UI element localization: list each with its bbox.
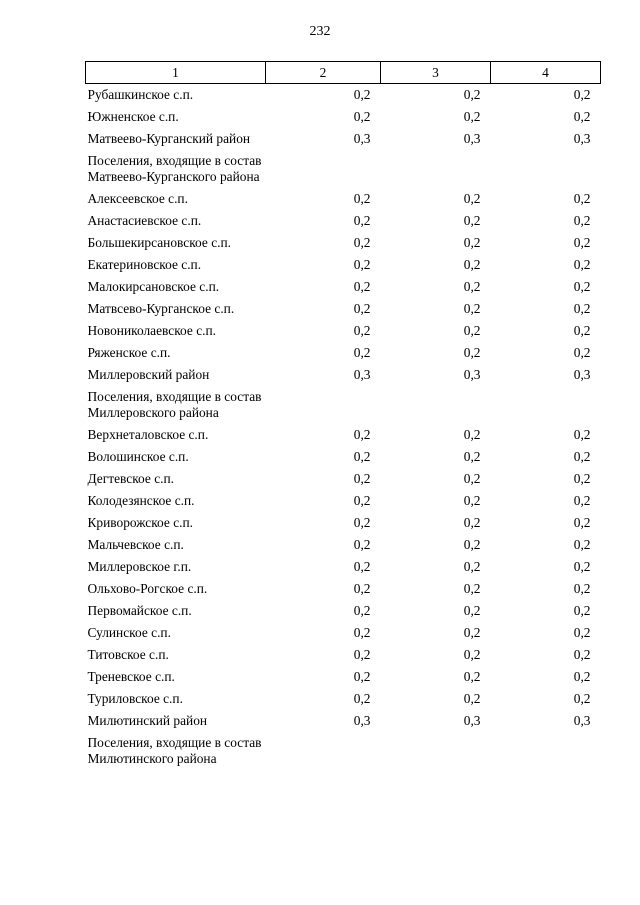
row-value-cell-3: 0,2	[463, 559, 481, 574]
row-value-cell-2	[266, 150, 381, 188]
row-value-cell-4: 0,2	[573, 471, 591, 486]
row-value-cell-3: 0,2	[463, 345, 481, 360]
row-value-cell-4: 0,2	[573, 537, 591, 552]
table-row	[86, 732, 601, 770]
header-cell-4: 4	[491, 62, 601, 84]
row-value-cell-2	[266, 732, 381, 770]
row-value-cell-4: 0,3	[573, 713, 591, 728]
table-row	[86, 386, 601, 424]
row-value-cell-2	[266, 386, 381, 424]
row-value-cell-4: 0,2	[573, 301, 591, 316]
row-value-cell-3: 0,2	[463, 691, 481, 706]
row-value-cell-4: 0,2	[573, 191, 591, 206]
row-value-cell-3: 0,2	[463, 669, 481, 684]
header-cell-3: 3	[381, 62, 491, 84]
row-value-cell-2: 0,2	[353, 493, 371, 508]
row-value-cell-3: 0,2	[463, 109, 481, 124]
table-row	[86, 106, 601, 128]
row-value-cell-2: 0,2	[353, 537, 371, 552]
row-value-cell-2: 0,2	[353, 471, 371, 486]
row-value-cell-4: 0,2	[573, 235, 591, 250]
row-value-cell-2: 0,2	[353, 87, 371, 102]
table-row	[86, 644, 601, 666]
table-row	[86, 150, 601, 188]
row-value-cell-2: 0,2	[353, 427, 371, 442]
row-value-cell-2: 0,2	[353, 323, 371, 338]
row-name-cell: Дегтевское с.п.	[87, 471, 174, 486]
row-value-cell-3: 0,2	[463, 515, 481, 530]
row-value-cell-3: 0,2	[463, 493, 481, 508]
row-value-cell-4: 0,2	[573, 603, 591, 618]
table-row	[86, 320, 601, 342]
table-row	[86, 534, 601, 556]
row-value-cell-4	[491, 150, 601, 188]
row-value-cell-4: 0,2	[573, 109, 591, 124]
table-row	[86, 556, 601, 578]
row-name-cell: Верхнеталовское с.п.	[87, 427, 209, 442]
table-row	[86, 424, 601, 446]
row-value-cell-4: 0,2	[573, 625, 591, 640]
row-value-cell-2: 0,2	[353, 581, 371, 596]
row-name-cell: Малокирсановское с.п.	[87, 279, 220, 294]
row-name-cell: Алексеевское с.п.	[87, 191, 188, 206]
row-value-cell-3	[381, 732, 491, 770]
row-value-cell-3: 0,2	[463, 471, 481, 486]
row-value-cell-3: 0,2	[463, 625, 481, 640]
row-value-cell-3	[381, 386, 491, 424]
row-name-cell: Поселения, входящие в состав Миллеровского района	[87, 389, 262, 420]
row-name-cell: Большекирсановское с.п.	[87, 235, 231, 250]
row-name-cell: Треневское с.п.	[87, 669, 175, 684]
row-name-cell: Новониколаевское с.п.	[87, 323, 217, 338]
row-value-cell-2: 0,2	[353, 279, 371, 294]
row-value-cell-4: 0,2	[573, 279, 591, 294]
row-name-cell: Колодезянское с.п.	[87, 493, 195, 508]
row-value-cell-3: 0,2	[463, 191, 481, 206]
row-value-cell-3	[381, 150, 491, 188]
row-value-cell-3: 0,3	[463, 713, 481, 728]
row-value-cell-3: 0,2	[463, 537, 481, 552]
row-value-cell-2: 0,2	[353, 235, 371, 250]
row-name-cell: Ряженское с.п.	[87, 345, 171, 360]
row-value-cell-3: 0,2	[463, 647, 481, 662]
table-row	[86, 276, 601, 298]
row-value-cell-3: 0,3	[463, 367, 481, 382]
row-value-cell-4: 0,2	[573, 559, 591, 574]
row-value-cell-2: 0,2	[353, 109, 371, 124]
row-value-cell-4: 0,2	[573, 323, 591, 338]
table-row	[86, 342, 601, 364]
row-name-cell: Рубашкинское с.п.	[87, 87, 194, 102]
row-value-cell-3: 0,2	[463, 603, 481, 618]
row-value-cell-2: 0,2	[353, 559, 371, 574]
table-row	[86, 512, 601, 534]
table-row	[86, 490, 601, 512]
row-value-cell-2: 0,2	[353, 301, 371, 316]
row-value-cell-4: 0,2	[573, 257, 591, 272]
row-value-cell-4: 0,2	[573, 345, 591, 360]
table-row	[86, 446, 601, 468]
row-value-cell-2: 0,2	[353, 191, 371, 206]
row-value-cell-2: 0,2	[353, 691, 371, 706]
data-table	[85, 61, 601, 770]
row-name-cell: Матвсево-Курганское с.п.	[87, 301, 235, 316]
row-value-cell-4: 0,2	[573, 87, 591, 102]
row-value-cell-4: 0,2	[573, 691, 591, 706]
row-value-cell-4: 0,2	[573, 515, 591, 530]
row-value-cell-2: 0,3	[353, 713, 371, 728]
table-row	[86, 298, 601, 320]
row-value-cell-2: 0,2	[353, 647, 371, 662]
row-value-cell-2: 0,2	[353, 625, 371, 640]
row-value-cell-3: 0,2	[463, 301, 481, 316]
row-value-cell-2: 0,2	[353, 257, 371, 272]
row-name-cell: Милютинский район	[87, 713, 208, 728]
table-body	[86, 84, 601, 771]
row-value-cell-3: 0,3	[463, 131, 481, 146]
row-value-cell-4: 0,2	[573, 427, 591, 442]
row-name-cell: Первомайское с.п.	[87, 603, 192, 618]
row-name-cell: Миллеровский район	[87, 367, 210, 382]
table-row	[86, 188, 601, 210]
row-name-cell: Южненское с.п.	[87, 109, 179, 124]
table-row	[86, 622, 601, 644]
row-name-cell: Криворожское с.п.	[87, 515, 194, 530]
header-row	[86, 62, 601, 84]
row-value-cell-3: 0,2	[463, 323, 481, 338]
row-name-cell: Анастасиевское с.п.	[87, 213, 202, 228]
row-value-cell-4: 0,3	[573, 367, 591, 382]
table-row	[86, 210, 601, 232]
table-row	[86, 710, 601, 732]
row-value-cell-4	[491, 386, 601, 424]
table-row	[86, 600, 601, 622]
row-value-cell-4: 0,2	[573, 669, 591, 684]
row-name-cell: Поселения, входящие в состав Матвеево-Курганского района	[87, 153, 262, 184]
row-value-cell-3: 0,2	[463, 427, 481, 442]
row-name-cell: Матвеево-Курганский район	[87, 131, 251, 146]
row-value-cell-2: 0,2	[353, 345, 371, 360]
table-row	[86, 254, 601, 276]
table-row	[86, 232, 601, 254]
table-row	[86, 128, 601, 150]
row-value-cell-2: 0,2	[353, 603, 371, 618]
row-value-cell-2: 0,3	[353, 131, 371, 146]
row-value-cell-3: 0,2	[463, 235, 481, 250]
row-value-cell-4: 0,2	[573, 493, 591, 508]
row-value-cell-2: 0,2	[353, 515, 371, 530]
row-value-cell-2: 0,2	[353, 449, 371, 464]
row-name-cell: Титовское с.п.	[87, 647, 169, 662]
row-name-cell: Мальчевское с.п.	[87, 537, 184, 552]
table-row	[86, 666, 601, 688]
row-name-cell: Екатериновское с.п.	[87, 257, 202, 272]
table-row	[86, 364, 601, 386]
row-value-cell-4	[491, 732, 601, 770]
row-name-cell: Миллеровское г.п.	[87, 559, 192, 574]
table-header	[86, 62, 601, 84]
table-row	[86, 578, 601, 600]
table-row	[86, 688, 601, 710]
row-name-cell: Поселения, входящие в состав Милютинского района	[87, 735, 262, 766]
row-value-cell-3: 0,2	[463, 87, 481, 102]
row-name-cell: Туриловское с.п.	[87, 691, 183, 706]
row-value-cell-3: 0,2	[463, 449, 481, 464]
header-cell-2: 2	[266, 62, 381, 84]
row-value-cell-2: 0,2	[353, 669, 371, 684]
header-cell-1: 1	[86, 62, 266, 84]
row-value-cell-3: 0,2	[463, 279, 481, 294]
row-name-cell: Волошинское с.п.	[87, 449, 189, 464]
row-value-cell-4: 0,2	[573, 581, 591, 596]
row-value-cell-4: 0,2	[573, 449, 591, 464]
row-name-cell: Ольхово-Рогское с.п.	[87, 581, 208, 596]
row-value-cell-2: 0,2	[353, 213, 371, 228]
table-row	[86, 84, 601, 107]
row-value-cell-2: 0,3	[353, 367, 371, 382]
row-value-cell-3: 0,2	[463, 213, 481, 228]
row-value-cell-4: 0,3	[573, 131, 591, 146]
table-row	[86, 468, 601, 490]
row-name-cell: Сулинское с.п.	[87, 625, 171, 640]
page-number: 232	[309, 24, 331, 39]
row-value-cell-4: 0,2	[573, 213, 591, 228]
row-value-cell-3: 0,2	[463, 581, 481, 596]
row-value-cell-4: 0,2	[573, 647, 591, 662]
row-value-cell-3: 0,2	[463, 257, 481, 272]
